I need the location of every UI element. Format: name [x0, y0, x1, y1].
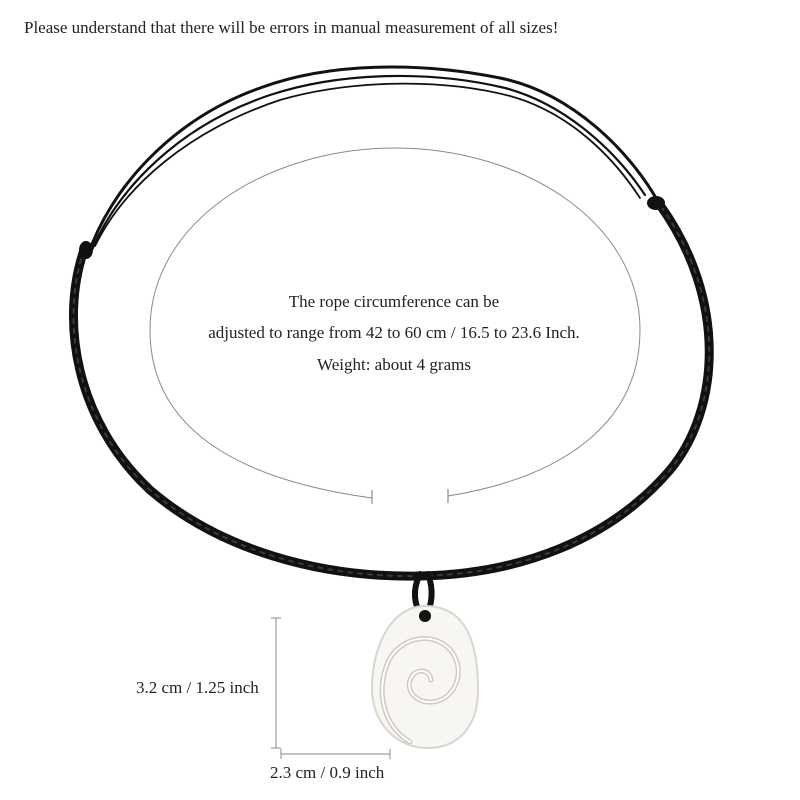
spec-weight: Weight: about 4 grams: [317, 355, 471, 374]
spec-circumference-intro: The rope circumference can be: [288, 292, 500, 311]
pendant-height-label: 3.2 cm / 1.25 inch: [136, 678, 259, 697]
cord-upper-strands: [88, 67, 660, 255]
cord-braided-loop: [73, 196, 709, 576]
width-dimension-line: [281, 749, 390, 759]
height-dimension-line: [271, 618, 281, 748]
pendant-width-label: 2.3 cm / 0.9 inch: [270, 763, 385, 782]
measurement-disclaimer: Please understand that there will be errors in manual measurement of all sizes!: [24, 18, 559, 37]
spec-circumference-range: adjusted to range from 42 to 60 cm / 16.5 to 23.6 Inch.: [208, 323, 580, 342]
koru-pendant: [372, 606, 478, 748]
